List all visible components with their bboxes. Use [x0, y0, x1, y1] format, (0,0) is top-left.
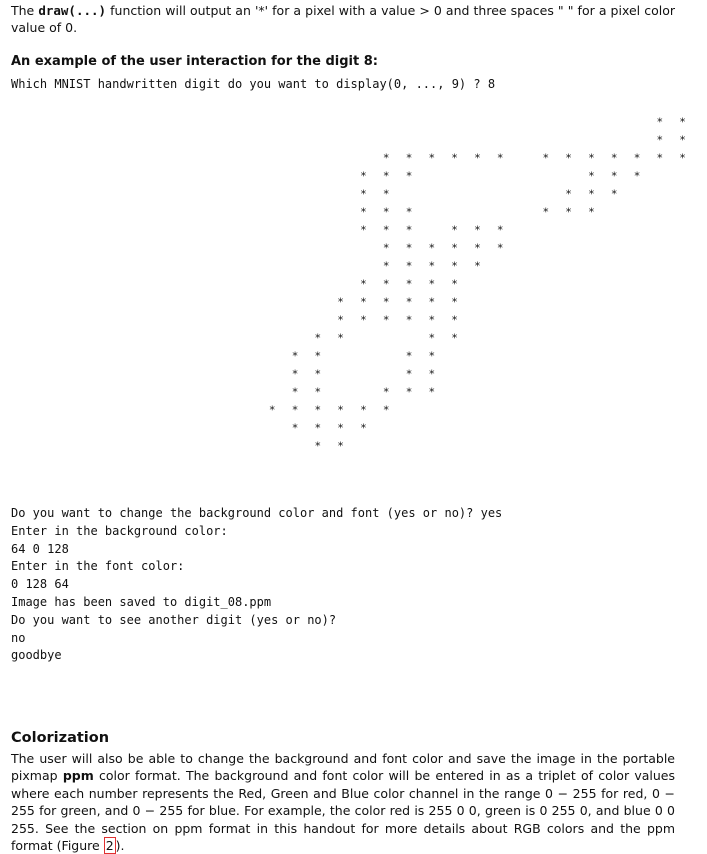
digit-asterisk: * [588, 205, 595, 219]
digit-asterisk: * [382, 223, 390, 237]
digit-asterisk: * [496, 241, 504, 255]
digit-asterisk: * [291, 421, 299, 435]
terminal-line: Do you want to see another digit (yes or no)? [11, 612, 337, 627]
digit-asterisk: * [382, 187, 390, 201]
digit-asterisk: * [337, 439, 344, 453]
digit-asterisk: * [268, 403, 276, 417]
digit-asterisk: * [382, 205, 390, 219]
digit-asterisk: * [405, 169, 413, 183]
digit-asterisk: * [382, 385, 390, 399]
digit-asterisk: * [542, 151, 550, 165]
section-title: Colorization [11, 730, 110, 746]
digit-asterisk: * [360, 223, 367, 237]
digit-asterisk: * [405, 277, 413, 291]
digit-asterisk: * [405, 241, 413, 255]
digit-asterisk: * [428, 331, 436, 345]
digit-asterisk: * [337, 403, 344, 417]
digit-asterisk: * [314, 439, 322, 453]
digit-asterisk: * [610, 187, 618, 201]
digit-asterisk: * [428, 295, 436, 309]
terminal-line: Do you want to change the background color and font (yes or no)? yes [11, 506, 503, 520]
digit-asterisk: * [405, 259, 413, 273]
digit-asterisk: * [496, 151, 504, 165]
digit-asterisk: * [405, 385, 413, 399]
digit-asterisk: * [405, 349, 413, 363]
digit-asterisk: * [428, 385, 436, 399]
digit-asterisk: * [428, 367, 436, 381]
digit-asterisk: * [588, 187, 595, 201]
digit-asterisk: * [360, 277, 367, 291]
figure-link[interactable]: 2 [105, 838, 114, 854]
digit-asterisk: * [314, 367, 322, 381]
digit-asterisk: * [291, 385, 299, 399]
digit-asterisk: * [679, 151, 686, 165]
digit-asterisk: * [542, 205, 550, 219]
digit-asterisk: * [405, 313, 413, 327]
ppm-bold: ppm [62, 768, 94, 784]
digit-asterisk: * [610, 169, 618, 183]
digit-asterisk: * [451, 277, 458, 291]
digit-asterisk: * [314, 421, 322, 435]
digit-asterisk: * [451, 259, 458, 273]
terminal-line: goodbye [11, 648, 62, 663]
digit-asterisk: * [451, 241, 458, 255]
digit-asterisk: * [565, 151, 572, 165]
digit-asterisk: * [428, 313, 436, 327]
digit-asterisk: * [428, 277, 436, 291]
digit-asterisk: * [656, 133, 664, 147]
digit-asterisk: * [679, 115, 686, 129]
digit-asterisk: * [451, 313, 458, 327]
digit-asterisk: * [382, 295, 390, 309]
digit-asterisk: * [451, 223, 458, 237]
digit-asterisk: * [337, 331, 344, 345]
digit-asterisk: * [588, 151, 595, 165]
digit-asterisk: * [405, 223, 413, 237]
digit-asterisk: * [610, 151, 618, 165]
terminal-line: Image has been saved to digit_08.ppm [11, 594, 272, 609]
colorization-paragraph [11, 750, 675, 854]
draw-function-name: draw(...) [38, 3, 107, 18]
digit-asterisk: * [474, 223, 481, 237]
terminal-output [11, 505, 502, 665]
digit-asterisk: * [382, 277, 390, 291]
digit-asterisk: * [337, 295, 344, 309]
digit-asterisk: * [360, 403, 367, 417]
intro-text-2: function will output an '*' for a pixel with a value > 0 and three spaces " " for a pixel color value of 0. [11, 3, 675, 35]
digit-asterisk: * [474, 241, 481, 255]
digit-asterisk: * [679, 133, 686, 147]
digit-asterisk: * [428, 151, 436, 165]
digit-asterisk: * [428, 259, 436, 273]
digit-asterisk: * [314, 403, 322, 417]
terminal-line: no [11, 630, 26, 645]
digit-asterisk: * [382, 403, 390, 417]
digit-asterisk: * [382, 241, 390, 255]
digit-asterisk: * [656, 151, 664, 165]
digit-asterisk: * [337, 313, 344, 327]
digit-asterisk: * [474, 259, 481, 273]
digit-asterisk: * [360, 295, 367, 309]
digit-asterisk: * [633, 151, 641, 165]
digit-asterisk: * [360, 187, 367, 201]
digit-asterisk: * [405, 205, 413, 219]
digit-asterisk: * [314, 385, 322, 399]
digit-asterisk: * [588, 169, 595, 183]
intro-text-1: The [11, 3, 39, 18]
digit-asterisk: * [314, 331, 322, 345]
digit-asterisk: * [382, 169, 390, 183]
digit-asterisk: * [382, 259, 390, 273]
digit-asterisk: * [451, 295, 458, 309]
digit-asterisk: * [382, 151, 390, 165]
terminal-line: Enter in the font color: [11, 559, 185, 574]
digit-asterisk: * [337, 421, 344, 435]
digit-asterisk: * [496, 223, 504, 237]
example-heading: An example of the user interaction for the digit 8: [11, 54, 378, 69]
digit-asterisk: * [405, 295, 413, 309]
digit-asterisk: * [656, 115, 664, 129]
terminal-line: Enter in the background color: [11, 523, 228, 538]
digit-asterisk: * [360, 169, 367, 183]
terminal-line: 64 0 128 [11, 541, 69, 556]
digit-asterisk: * [291, 349, 299, 363]
digit-asterisk: * [382, 313, 390, 327]
digit-asterisk: * [360, 313, 367, 327]
intro-paragraph [11, 2, 675, 36]
digit-asterisk: * [451, 151, 458, 165]
digit-asterisk: * [474, 151, 481, 165]
digit-asterisk: * [291, 367, 299, 381]
colorization-text-3: ). [115, 838, 125, 854]
digit-asterisk: * [360, 421, 367, 435]
digit-asterisk: * [451, 331, 458, 345]
digit-asterisk: * [428, 241, 436, 255]
colorization-text-1: The user will also be able to change the background and font color and save the image in the portable pixmap [11, 751, 675, 784]
digit-asterisk: * [314, 349, 322, 363]
terminal-line: 0 128 64 [11, 577, 69, 592]
digit-prompt: Which MNIST handwritten digit do you want to display(0, ..., 9) ? 8 [11, 77, 496, 91]
digit-asterisk: * [360, 205, 367, 219]
digit-asterisk: * [565, 205, 572, 219]
digit-asterisk: * [633, 169, 641, 183]
digit-asterisk: * [565, 187, 572, 201]
colorization-text-2: color format. The background and font color will be entered in as a triplet of color values where each number represents the Red, Green and Blue color channel in the range 0 − 255 for red, 0 − 255 for green, and 0 − 255 for blue. For example, the color red is 255 0 0, green is 0 255 0, and blue 0 0 255. See the section on ppm format in this handout for more details about RGB colors and the ppm format (Figure [11, 768, 675, 854]
digit-asterisk: * [405, 367, 413, 381]
digit-asterisk: * [405, 151, 413, 165]
digit-asterisk: * [428, 349, 436, 363]
digit-asterisk: * [291, 403, 299, 417]
